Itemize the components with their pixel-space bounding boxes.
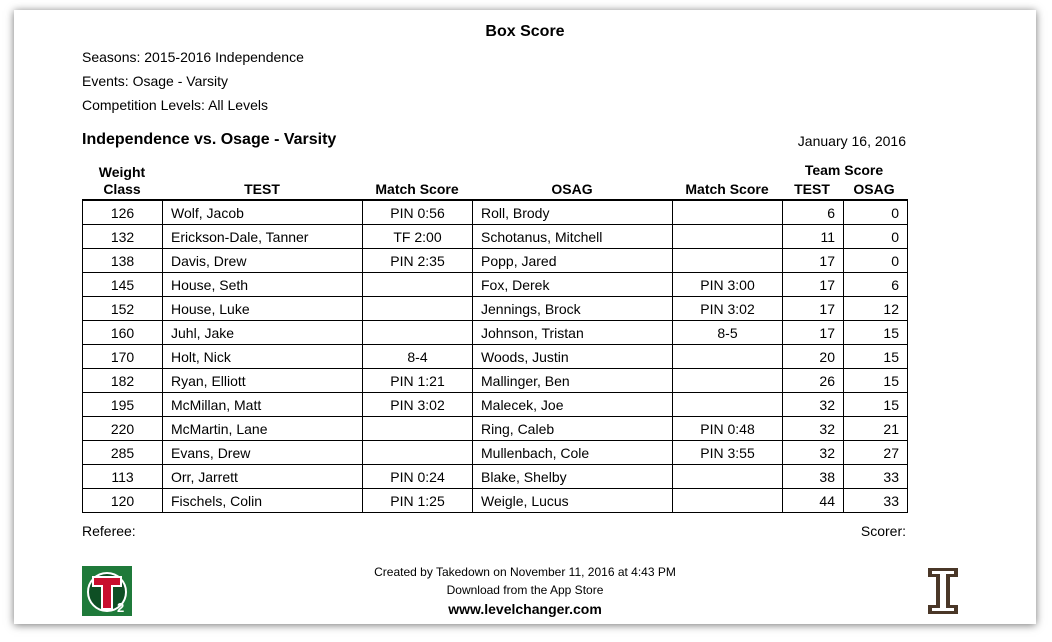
test-match-score-cell: PIN 1:21 bbox=[363, 369, 473, 393]
osag-match-score-cell bbox=[673, 393, 783, 417]
test-wrestler-cell: House, Luke bbox=[163, 297, 363, 321]
test-wrestler-cell: Juhl, Jake bbox=[163, 321, 363, 345]
table-row bbox=[83, 225, 908, 249]
match-date: January 16, 2016 bbox=[797, 133, 906, 149]
table-row bbox=[83, 393, 908, 417]
test-team-score-cell: 32 bbox=[783, 441, 844, 465]
osag-wrestler-cell: Mullenbach, Cole bbox=[473, 441, 673, 465]
osag-match-score-cell: PIN 3:55 bbox=[673, 441, 783, 465]
test-match-score-cell bbox=[363, 321, 473, 345]
match-score2-header: Match Score bbox=[685, 181, 769, 197]
osag-wrestler-cell: Roll, Brody bbox=[473, 200, 673, 225]
osag-wrestler-cell: Johnson, Tristan bbox=[473, 321, 673, 345]
team-score-test-header: TEST bbox=[794, 181, 830, 197]
weight-class-cell: 195 bbox=[83, 393, 163, 417]
table-row bbox=[83, 200, 908, 225]
created-by-line: Created by Takedown on November 11, 2016 at 4:43 PM bbox=[374, 565, 676, 579]
osag-team-score-cell: 33 bbox=[844, 465, 908, 489]
test-match-score-cell: PIN 1:25 bbox=[363, 489, 473, 513]
weight-class-cell: 145 bbox=[83, 273, 163, 297]
table-row bbox=[83, 345, 908, 369]
test-team-score-cell: 32 bbox=[783, 393, 844, 417]
events-line: Events: Osage - Varsity bbox=[82, 73, 229, 89]
test-wrestler-cell: Wolf, Jacob bbox=[163, 200, 363, 225]
table-row bbox=[83, 297, 908, 321]
seasons-line: Seasons: 2015-2016 Independence bbox=[82, 49, 304, 65]
test-team-score-cell: 26 bbox=[783, 369, 844, 393]
osag-wrestler-cell: Ring, Caleb bbox=[473, 417, 673, 441]
weight-class-cell: 220 bbox=[83, 417, 163, 441]
osag-team-score-cell: 15 bbox=[844, 393, 908, 417]
osag-match-score-cell: PIN 3:00 bbox=[673, 273, 783, 297]
osag-wrestler-cell: Weigle, Lucus bbox=[473, 489, 673, 513]
osag-match-score-cell bbox=[673, 249, 783, 273]
osag-wrestler-cell: Mallinger, Ben bbox=[473, 369, 673, 393]
osag-match-score-cell bbox=[673, 200, 783, 225]
weight-class-cell: 152 bbox=[83, 297, 163, 321]
weight-class-cell: 120 bbox=[83, 489, 163, 513]
test-team-score-cell: 6 bbox=[783, 200, 844, 225]
osag-match-score-cell bbox=[673, 345, 783, 369]
weight-class-header bbox=[82, 164, 162, 198]
document-title: Box Score bbox=[485, 23, 565, 40]
test-wrestler-cell: McMillan, Matt bbox=[163, 393, 363, 417]
test-match-score-cell bbox=[363, 273, 473, 297]
osag-wrestler-cell: Malecek, Joe bbox=[473, 393, 673, 417]
test-team-score-cell: 20 bbox=[783, 345, 844, 369]
test-team-score-cell: 17 bbox=[783, 249, 844, 273]
osag-team-score-cell: 12 bbox=[844, 297, 908, 321]
test-match-score-cell: 8-4 bbox=[363, 345, 473, 369]
table-row bbox=[83, 321, 908, 345]
test-wrestler-cell: Erickson-Dale, Tanner bbox=[163, 225, 363, 249]
table-row bbox=[83, 273, 908, 297]
osag-wrestler-cell: Fox, Derek bbox=[473, 273, 673, 297]
osag-wrestler-cell: Blake, Shelby bbox=[473, 465, 673, 489]
test-team-score-cell: 17 bbox=[783, 297, 844, 321]
test-team-score-cell: 17 bbox=[783, 273, 844, 297]
weight-class-cell: 113 bbox=[83, 465, 163, 489]
weight-header-line2: Class bbox=[103, 181, 141, 197]
weight-class-cell: 132 bbox=[83, 225, 163, 249]
box-score-table bbox=[82, 199, 908, 513]
test-match-score-cell: PIN 2:35 bbox=[363, 249, 473, 273]
test-wrestler-cell: Fischels, Colin bbox=[163, 489, 363, 513]
table-row bbox=[83, 417, 908, 441]
test-wrestler-cell: Holt, Nick bbox=[163, 345, 363, 369]
osag-match-score-cell bbox=[673, 489, 783, 513]
weight-class-cell: 138 bbox=[83, 249, 163, 273]
test-match-score-cell: TF 2:00 bbox=[363, 225, 473, 249]
table-row bbox=[83, 249, 908, 273]
match-title: Independence vs. Osage - Varsity bbox=[82, 131, 337, 148]
team2-header: OSAG bbox=[551, 181, 593, 197]
weight-class-cell: 160 bbox=[83, 321, 163, 345]
osag-team-score-cell: 6 bbox=[844, 273, 908, 297]
website-link[interactable]: www.levelchanger.com bbox=[448, 601, 602, 617]
osag-team-score-cell: 15 bbox=[844, 321, 908, 345]
osag-match-score-cell bbox=[673, 369, 783, 393]
osag-team-score-cell: 0 bbox=[844, 200, 908, 225]
table-row bbox=[83, 465, 908, 489]
test-wrestler-cell: House, Seth bbox=[163, 273, 363, 297]
test-match-score-cell: PIN 3:02 bbox=[363, 393, 473, 417]
competition-levels-line: Competition Levels: All Levels bbox=[82, 97, 268, 113]
test-team-score-cell: 11 bbox=[783, 225, 844, 249]
osag-match-score-cell bbox=[673, 465, 783, 489]
test-team-score-cell: 38 bbox=[783, 465, 844, 489]
osag-match-score-cell: 8-5 bbox=[673, 321, 783, 345]
table-row bbox=[83, 489, 908, 513]
scorer-label: Scorer: bbox=[860, 523, 906, 539]
team1-header: TEST bbox=[244, 181, 280, 197]
test-wrestler-cell: Davis, Drew bbox=[163, 249, 363, 273]
osag-team-score-cell: 27 bbox=[844, 441, 908, 465]
osag-team-score-cell: 15 bbox=[844, 369, 908, 393]
weight-class-cell: 126 bbox=[83, 200, 163, 225]
test-match-score-cell: PIN 0:24 bbox=[363, 465, 473, 489]
weight-header-line1: Weight bbox=[98, 164, 146, 180]
test-wrestler-cell: McMartin, Lane bbox=[163, 417, 363, 441]
test-wrestler-cell: Evans, Drew bbox=[163, 441, 363, 465]
referee-label: Referee: bbox=[82, 523, 136, 539]
team-score-header: Team Score bbox=[804, 162, 884, 178]
team-score-osag-header: OSAG bbox=[853, 181, 895, 197]
independence-i-logo-icon bbox=[926, 566, 960, 616]
test-match-score-cell bbox=[363, 441, 473, 465]
weight-class-cell: 285 bbox=[83, 441, 163, 465]
osag-team-score-cell: 15 bbox=[844, 345, 908, 369]
table-row bbox=[83, 369, 908, 393]
osag-team-score-cell: 33 bbox=[844, 489, 908, 513]
osag-match-score-cell: PIN 0:48 bbox=[673, 417, 783, 441]
osag-team-score-cell: 0 bbox=[844, 225, 908, 249]
osag-wrestler-cell: Schotanus, Mitchell bbox=[473, 225, 673, 249]
osag-wrestler-cell: Woods, Justin bbox=[473, 345, 673, 369]
osag-match-score-cell bbox=[673, 225, 783, 249]
takedown-logo-icon bbox=[82, 566, 132, 616]
test-match-score-cell bbox=[363, 297, 473, 321]
match-score1-header: Match Score bbox=[375, 181, 459, 197]
weight-class-cell: 170 bbox=[83, 345, 163, 369]
box-score-sheet bbox=[14, 10, 1036, 624]
test-wrestler-cell: Orr, Jarrett bbox=[163, 465, 363, 489]
table-row bbox=[83, 441, 908, 465]
download-line: Download from the App Store bbox=[446, 583, 604, 597]
test-match-score-cell bbox=[363, 417, 473, 441]
osag-match-score-cell: PIN 3:02 bbox=[673, 297, 783, 321]
osag-wrestler-cell: Popp, Jared bbox=[473, 249, 673, 273]
osag-team-score-cell: 0 bbox=[844, 249, 908, 273]
test-team-score-cell: 44 bbox=[783, 489, 844, 513]
weight-class-cell: 182 bbox=[83, 369, 163, 393]
svg-text:2: 2 bbox=[117, 600, 125, 615]
test-team-score-cell: 32 bbox=[783, 417, 844, 441]
osag-wrestler-cell: Jennings, Brock bbox=[473, 297, 673, 321]
test-match-score-cell: PIN 0:56 bbox=[363, 200, 473, 225]
test-team-score-cell: 17 bbox=[783, 321, 844, 345]
test-wrestler-cell: Ryan, Elliott bbox=[163, 369, 363, 393]
osag-team-score-cell: 21 bbox=[844, 417, 908, 441]
